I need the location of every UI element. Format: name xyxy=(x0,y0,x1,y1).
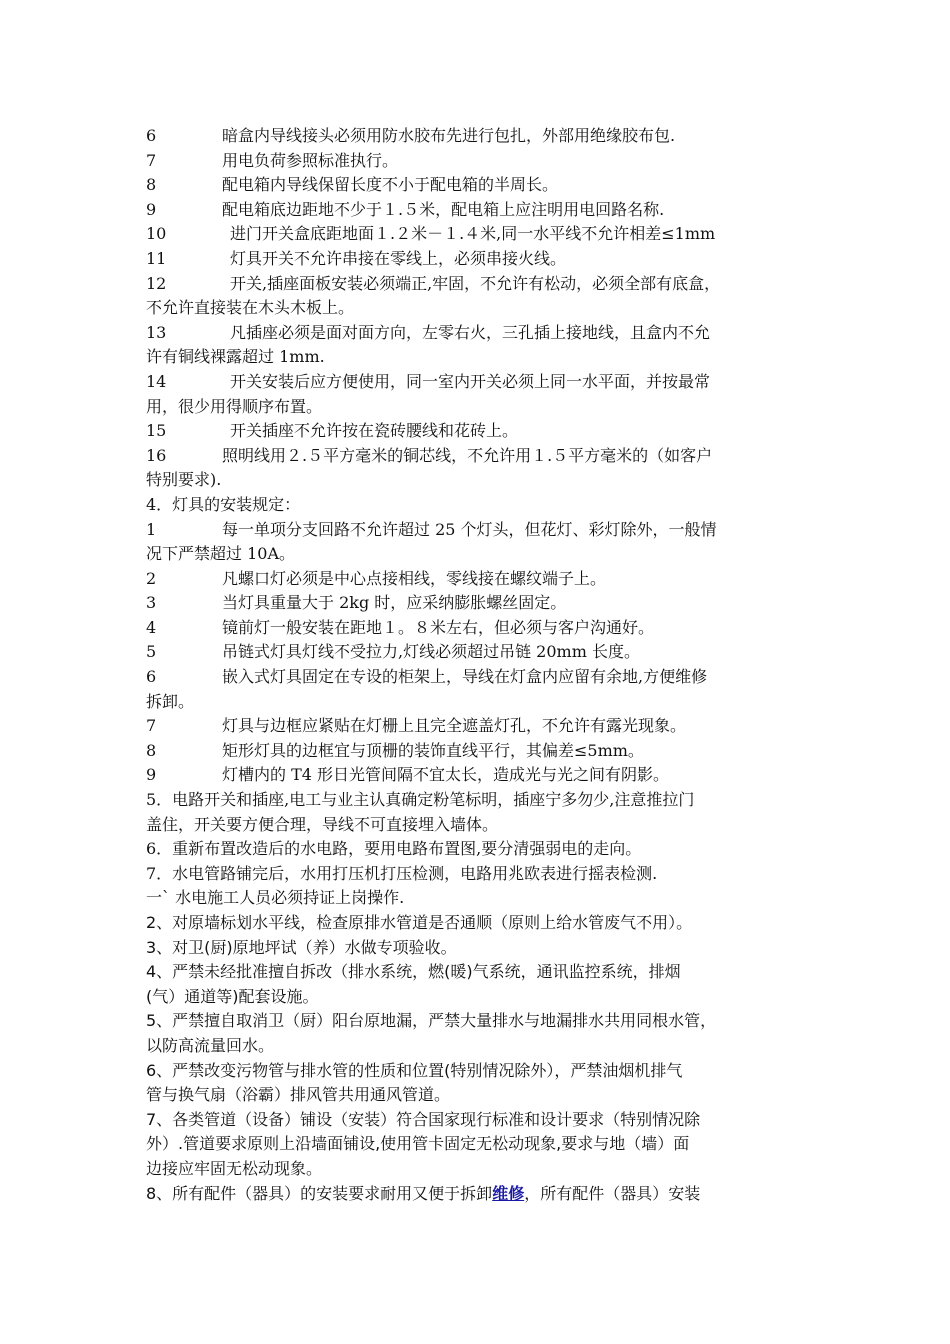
item-text: 开关安装后应方便使用，同一室内开关必须上同一水平面，并按最常 xyxy=(230,371,711,391)
list-item xyxy=(146,173,816,198)
item-number: 7 xyxy=(146,716,157,736)
paragraph-line: 6．重新布置改造后的水电路，要用电路布置图,要分清强弱电的走向。 xyxy=(146,839,642,859)
list-item xyxy=(146,149,816,174)
item-text: 凡螺口灯必须是中心点接相线，零线接在螺纹端子上。 xyxy=(222,568,607,588)
list-item xyxy=(146,567,816,592)
list-item xyxy=(146,714,816,739)
item-text: 开关插座不允许按在瓷砖腰线和花砖上。 xyxy=(230,421,519,441)
list-item xyxy=(146,763,816,788)
item-number: 11 xyxy=(146,248,167,268)
list-item xyxy=(146,321,816,346)
item-number: 2 xyxy=(146,568,157,588)
item-number: 4 xyxy=(146,617,157,637)
item-number: 9 xyxy=(146,199,157,219)
item-number: 9 xyxy=(146,765,157,785)
section-heading: 4．灯具的安装规定： xyxy=(146,494,301,514)
paragraph-line: 3、对卫(厨)原地坪试（养）水做专项验收。 xyxy=(146,937,457,957)
list-item xyxy=(146,272,816,297)
item-number: 16 xyxy=(146,445,167,465)
paragraph-line: 7．水电管路铺完后，水用打压机打压检测，电路用兆欧表进行摇表检测. xyxy=(146,863,658,883)
item-number: 5 xyxy=(146,642,157,662)
line-text: 8、所有配件（器具）的安装要求耐用又便于拆卸 xyxy=(146,1183,493,1203)
list-item xyxy=(146,222,816,247)
document-body xyxy=(146,124,816,1206)
continuation-line: 拆卸。 xyxy=(146,691,195,711)
paragraph-line: 2、对原墙标划水平线，检查原排水管道是否通顺（原则上给水管废气不用）。 xyxy=(146,913,693,932)
continuation-line: 许有铜线裸露超过 1mm. xyxy=(146,347,325,367)
item-text: 进门开关盒底距地面１.２米－１.４米,同一水平线不允许相差≤1mm xyxy=(230,224,716,244)
list-item xyxy=(146,739,816,764)
item-number: 3 xyxy=(146,593,157,613)
item-number: 14 xyxy=(146,371,167,391)
continuation-line: 用，很少用得顺序布置。 xyxy=(146,396,323,416)
item-number: 12 xyxy=(146,273,167,293)
item-text: 用电负荷参照标准执行。 xyxy=(222,150,399,170)
item-text: 凡插座必须是面对面方向，左零右火，三孔插上接地线，且盒内不允 xyxy=(230,322,711,342)
continuation-line: 特别要求). xyxy=(146,470,222,490)
item-number: 13 xyxy=(146,322,167,342)
list-item xyxy=(146,518,816,543)
item-number: 8 xyxy=(146,175,157,195)
item-text: 照明线用２.５平方毫米的铜芯线，不允许用１.５平方毫米的（如客户 xyxy=(222,445,713,465)
item-text: 镜前灯一般安装在距地１。８米左右，但必须与客户沟通好。 xyxy=(222,617,655,637)
item-text: 当灯具重量大于 2kg 时，应采纳膨胀螺丝固定。 xyxy=(222,593,567,613)
line-text-after: ，所有配件（器具）安装 xyxy=(524,1183,701,1203)
paragraph-line: 一` 水电施工人员必须持证上岗操作. xyxy=(146,888,405,908)
list-item xyxy=(146,124,816,149)
list-item xyxy=(146,444,816,469)
list-item xyxy=(146,247,816,272)
continuation-line: 不允许直接装在木头木板上。 xyxy=(146,298,355,318)
item-text: 配电箱内导线保留长度不小于配电箱的半周长。 xyxy=(222,175,559,195)
item-text: 嵌入式灯具固定在专设的柜架上，导线在灯盒内应留有余地,方便维修 xyxy=(222,667,708,687)
list-item xyxy=(146,591,816,616)
continuation-line: 况下严禁超过 10A。 xyxy=(146,544,296,564)
paragraph-line: 5、严禁擅自取消卫（厨）阳台原地漏，严禁大量排水与地漏排水共用同根水管， xyxy=(146,1011,717,1031)
item-number: 6 xyxy=(146,667,157,687)
item-number: 1 xyxy=(146,519,157,539)
continuation-line: 盖住，开关要方便合理，导线不可直接埋入墙体。 xyxy=(146,814,499,834)
continuation-line: 外）.管道要求原则上沿墙面铺设,使用管卡固定无松动现象,要求与地（墙）面 xyxy=(146,1134,690,1154)
paragraph-line: 7、各类管道（设备）铺设（安装）符合国家现行标准和设计要求（特别情况除 xyxy=(146,1109,701,1129)
list-item xyxy=(146,665,816,690)
item-text: 灯槽内的 T4 形日光管间隔不宜太长，造成光与光之间有阴影。 xyxy=(222,765,670,785)
item-text: 暗盒内导线接头必须用防水胶布先进行包扎，外部用绝缘胶布包. xyxy=(222,126,676,145)
list-item xyxy=(146,419,816,444)
list-item xyxy=(146,640,816,665)
item-text: 矩形灯具的边框宜与顶栅的装饰直线平行，其偏差≤5mm。 xyxy=(222,740,644,760)
item-number: 15 xyxy=(146,421,167,441)
paragraph-line xyxy=(146,1182,816,1207)
list-item xyxy=(146,198,816,223)
item-text: 灯具与边框应紧贴在灯栅上且完全遮盖灯孔，不允许有露光现象。 xyxy=(222,716,687,736)
paragraph-line: 4、严禁未经批准擅自拆改（排水系统，燃(暖)气系统，通讯监控系统，排烟 xyxy=(146,962,681,982)
list-item xyxy=(146,616,816,641)
item-number: 8 xyxy=(146,740,157,760)
item-text: 开关,插座面板安装必须端正,牢固，不允许有松动，必须全部有底盒， xyxy=(230,273,721,293)
item-number: 10 xyxy=(146,224,167,244)
paragraph-line: 6、严禁改变污物管与排水管的性质和位置(特别情况除外），严禁油烟机排气 xyxy=(146,1060,683,1080)
continuation-line: 边接应牢固无松动现象。 xyxy=(146,1158,323,1178)
continuation-line: 以防高流量回水。 xyxy=(146,1035,275,1055)
item-text: 配电箱底边距地不少于１.５米，配电箱上应注明用电回路名称. xyxy=(222,199,665,219)
continuation-line: 管与换气扇（浴霸）排风管共用通风管道。 xyxy=(146,1085,451,1105)
item-text: 吊链式灯具灯线不受拉力,灯线必须超过吊链 20mm 长度。 xyxy=(222,642,640,662)
item-number: 6 xyxy=(146,126,157,145)
item-number: 7 xyxy=(146,150,157,170)
repair-link[interactable]: 维修 xyxy=(492,1183,525,1203)
list-item xyxy=(146,370,816,395)
continuation-line: (气）通道等)配套设施。 xyxy=(146,986,319,1006)
item-text: 每一单项分支回路不允许超过 25 个灯头，但花灯、彩灯除外，一般情 xyxy=(222,519,717,539)
item-text: 灯具开关不允许串接在零线上，必须串接火线。 xyxy=(230,248,567,268)
paragraph-line: 5．电路开关和插座,电工与业主认真确定粉笔标明，插座宁多勿少,注意推拉门 xyxy=(146,790,695,810)
